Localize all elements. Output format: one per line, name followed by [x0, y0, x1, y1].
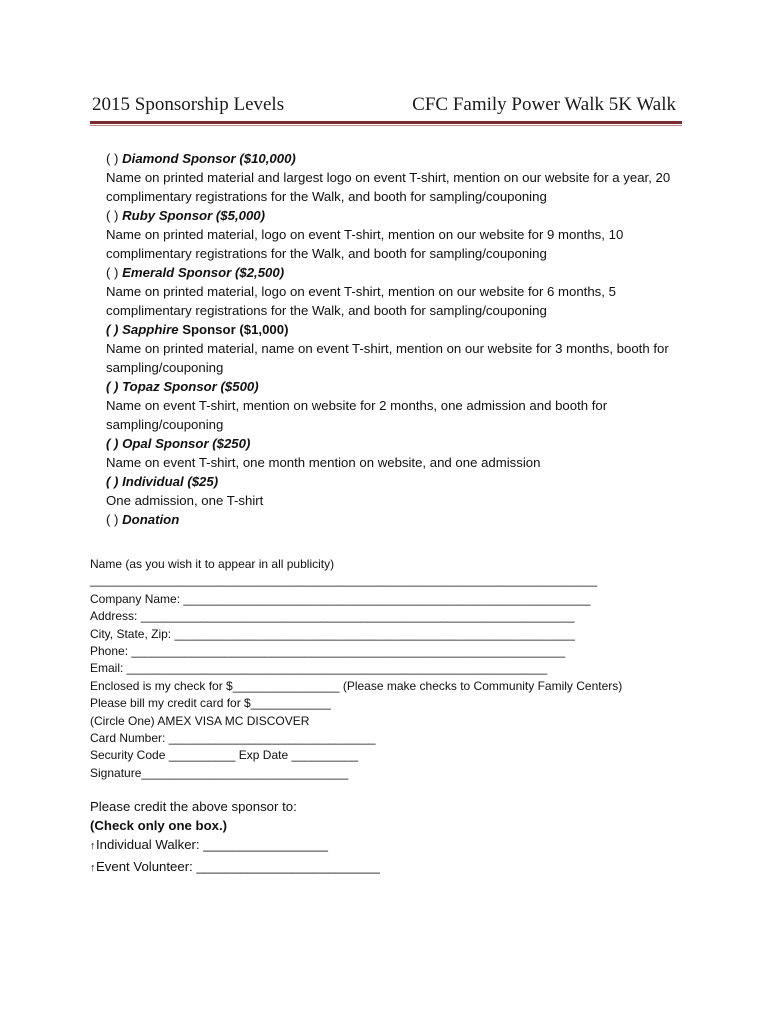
security-exp-field[interactable]: Security Code __________ Exp Date __________	[90, 748, 359, 763]
level-description: One admission, one T-shirt	[106, 493, 264, 508]
level-checkbox[interactable]: ( )	[106, 151, 123, 166]
address-field[interactable]: Address: _________________________________________________________________	[90, 609, 575, 624]
card-type-choice[interactable]: (Circle One) AMEX VISA MC DISCOVER	[90, 713, 310, 728]
individual-walker-option[interactable]	[90, 835, 490, 856]
city-state-zip-field[interactable]: City, State, Zip: ____________________________________________________________	[90, 626, 575, 641]
header-rule-thin	[90, 125, 682, 126]
level-description: Name on printed material and largest logo on event T-shirt, mention on our website for a year, 20 complimentary registrations for the Walk, and booth for sampling/couponing	[106, 170, 671, 204]
signature-field[interactable]: Signature_______________________________	[90, 765, 349, 780]
email-field[interactable]: Email: _______________________________________________________________	[90, 661, 548, 676]
credit-instruction: (Check only one box.)	[90, 818, 228, 834]
level-name-rest: Sponsor ($1,000)	[178, 322, 289, 337]
level-individual	[106, 472, 676, 510]
level-name: Diamond Sponsor ($10,000)	[122, 151, 296, 166]
level-name[interactable]: ( ) Opal Sponsor ($250)	[106, 436, 251, 451]
phone-field[interactable]: Phone: _________________________________________________________________	[90, 644, 566, 659]
level-checkbox[interactable]: ( )	[106, 265, 123, 280]
header-event-name: CFC Family Power Walk 5K Walk	[412, 94, 676, 115]
card-number-field[interactable]: Card Number: _______________________________	[90, 731, 376, 746]
name-label: Name (as you wish it to appear in all publicity)	[90, 557, 335, 571]
level-name: Donation	[122, 512, 180, 527]
level-diamond	[106, 149, 676, 206]
event-volunteer-option[interactable]	[90, 857, 490, 878]
sponsorship-levels	[106, 149, 676, 529]
level-name[interactable]: ( ) Topaz Sponsor ($500)	[106, 379, 259, 394]
individual-walker-field[interactable]: Individual Walker: _________________	[96, 837, 328, 853]
header-title: 2015 Sponsorship Levels	[92, 94, 285, 115]
credit-heading: Please credit the above sponsor to:	[90, 799, 297, 814]
page-header	[90, 94, 682, 122]
check-amount-field[interactable]: Enclosed is my check for $________________ (Please make checks to Community Family Centers)	[90, 678, 623, 693]
level-emerald	[106, 263, 676, 320]
level-donation	[106, 510, 676, 529]
level-name[interactable]: ( ) Sapphire	[106, 322, 179, 337]
checkbox-arrow-icon[interactable]: ↑	[90, 861, 96, 874]
name-field[interactable]: ____________________________________________________________________________	[90, 573, 598, 588]
level-topaz	[106, 377, 676, 434]
level-description: Name on printed material, logo on event T-shirt, mention on our website for 6 months, 5 complimentary registrations for the Walk, and booth for sampling/couponing	[106, 284, 616, 318]
level-name: Emerald Sponsor ($2,500)	[122, 265, 285, 280]
level-description: Name on printed material, logo on event T-shirt, mention on our website for 9 months, 10 complimentary registrations for the Walk, and booth for sampling/couponing	[106, 227, 624, 261]
sponsor-info-form	[90, 556, 670, 782]
level-description: Name on printed material, name on event T-shirt, mention on our website for 3 months, booth for sampling/couponing	[106, 341, 669, 375]
level-name: Ruby Sponsor ($5,000)	[122, 208, 266, 223]
company-name-field[interactable]: Company Name: _____________________________________________________________	[90, 591, 591, 606]
credit-card-amount-field[interactable]: Please bill my credit card for $____________	[90, 696, 331, 711]
level-description: Name on event T-shirt, one month mention on website, and one admission	[106, 455, 541, 470]
level-description: Name on event T-shirt, mention on website for 2 months, one admission and booth for sampling/couponing	[106, 398, 608, 432]
level-checkbox[interactable]: ( )	[106, 208, 123, 223]
level-name[interactable]: ( ) Individual ($25)	[106, 474, 219, 489]
level-checkbox[interactable]: ( )	[106, 512, 123, 527]
header-rule	[90, 121, 682, 124]
credit-section	[90, 797, 490, 878]
level-sapphire	[106, 320, 676, 377]
level-ruby	[106, 206, 676, 263]
checkbox-arrow-icon[interactable]: ↑	[90, 840, 96, 853]
level-opal	[106, 434, 676, 472]
event-volunteer-field[interactable]: Event Volunteer: _________________________	[96, 858, 380, 874]
